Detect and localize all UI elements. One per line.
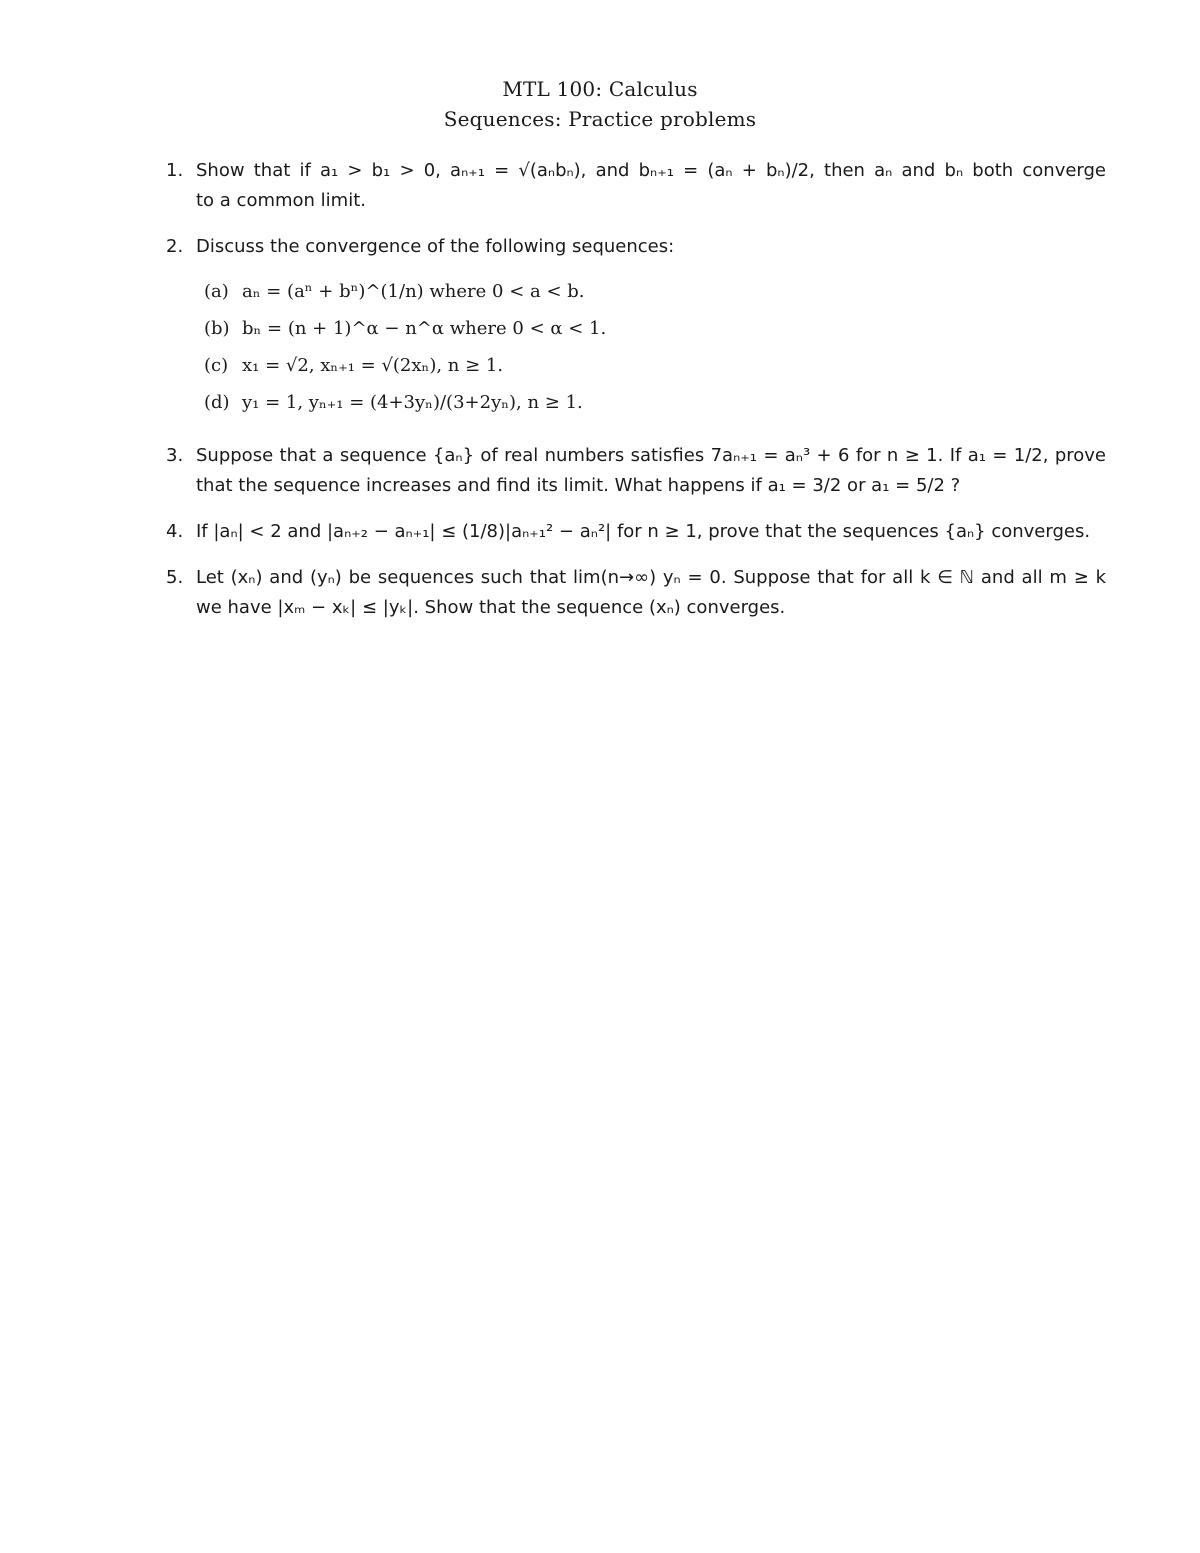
problem-2 <box>166 232 1106 425</box>
problem-number: 1. <box>166 160 184 181</box>
problem-number: 5. <box>166 567 184 588</box>
problem-2-subitems <box>204 277 1106 425</box>
problem-list <box>166 156 1106 639</box>
document-title: MTL 100: Calculus <box>502 77 698 101</box>
problem-number: 2. <box>166 236 184 257</box>
problem-1-line-2: to a common limit. <box>196 190 366 211</box>
problem-4 <box>166 517 1106 547</box>
document-header <box>0 74 1200 134</box>
subitem-c <box>204 351 1106 388</box>
subitem-text: y₁ = 1, yₙ₊₁ = (4+3yₙ)/(3+2yₙ), n ≥ 1. <box>242 392 583 413</box>
problem-5 <box>166 563 1106 623</box>
subitem-label: (b) <box>204 318 230 339</box>
problem-5-line-2: we have |xₘ − xₖ| ≤ |yₖ|. Show that the sequence (xₙ) converges. <box>196 597 786 618</box>
subitem-text: x₁ = √2, xₙ₊₁ = √(2xₙ), n ≥ 1. <box>242 355 504 376</box>
problem-1-line-1: Show that if a₁ > b₁ > 0, aₙ₊₁ = √(aₙbₙ), and bₙ₊₁ = (aₙ + bₙ)/2, then aₙ and bₙ both converge <box>196 160 1106 181</box>
problem-4-line-1: If |aₙ| < 2 and |aₙ₊₂ − aₙ₊₁| ≤ (1/8)|aₙ₊₁² − aₙ²| for n ≥ 1, prove that the sequences {aₙ} converges. <box>196 521 1091 542</box>
subitem-label: (c) <box>204 355 229 376</box>
problem-number: 3. <box>166 445 184 466</box>
subitem-d <box>204 388 1106 425</box>
problem-1 <box>166 156 1106 216</box>
document-subtitle: Sequences: Practice problems <box>443 107 757 131</box>
subitem-label: (a) <box>204 281 229 302</box>
subitem-b <box>204 314 1106 351</box>
subitem-a <box>204 277 1106 314</box>
problem-3-line-1: Suppose that a sequence {aₙ} of real numbers satisfies 7aₙ₊₁ = aₙ³ + 6 for n ≥ 1. If a₁ = 1/2, prove <box>196 445 1106 466</box>
subitem-text: aₙ = (aⁿ + bⁿ)^(1/n) where 0 < a < b. <box>242 281 585 302</box>
problem-2-line-1: Discuss the convergence of the following sequences: <box>196 236 675 257</box>
subitem-text: bₙ = (n + 1)^α − n^α where 0 < α < 1. <box>242 318 607 339</box>
subitem-label: (d) <box>204 392 230 413</box>
problem-3 <box>166 441 1106 501</box>
problem-3-line-2: that the sequence increases and find its limit. What happens if a₁ = 3/2 or a₁ = 5/2 ? <box>196 475 961 496</box>
problem-number: 4. <box>166 521 184 542</box>
problem-5-line-1: Let (xₙ) and (yₙ) be sequences such that lim(n→∞) yₙ = 0. Suppose that for all k ∈ ℕ and all m ≥ k <box>196 567 1106 588</box>
